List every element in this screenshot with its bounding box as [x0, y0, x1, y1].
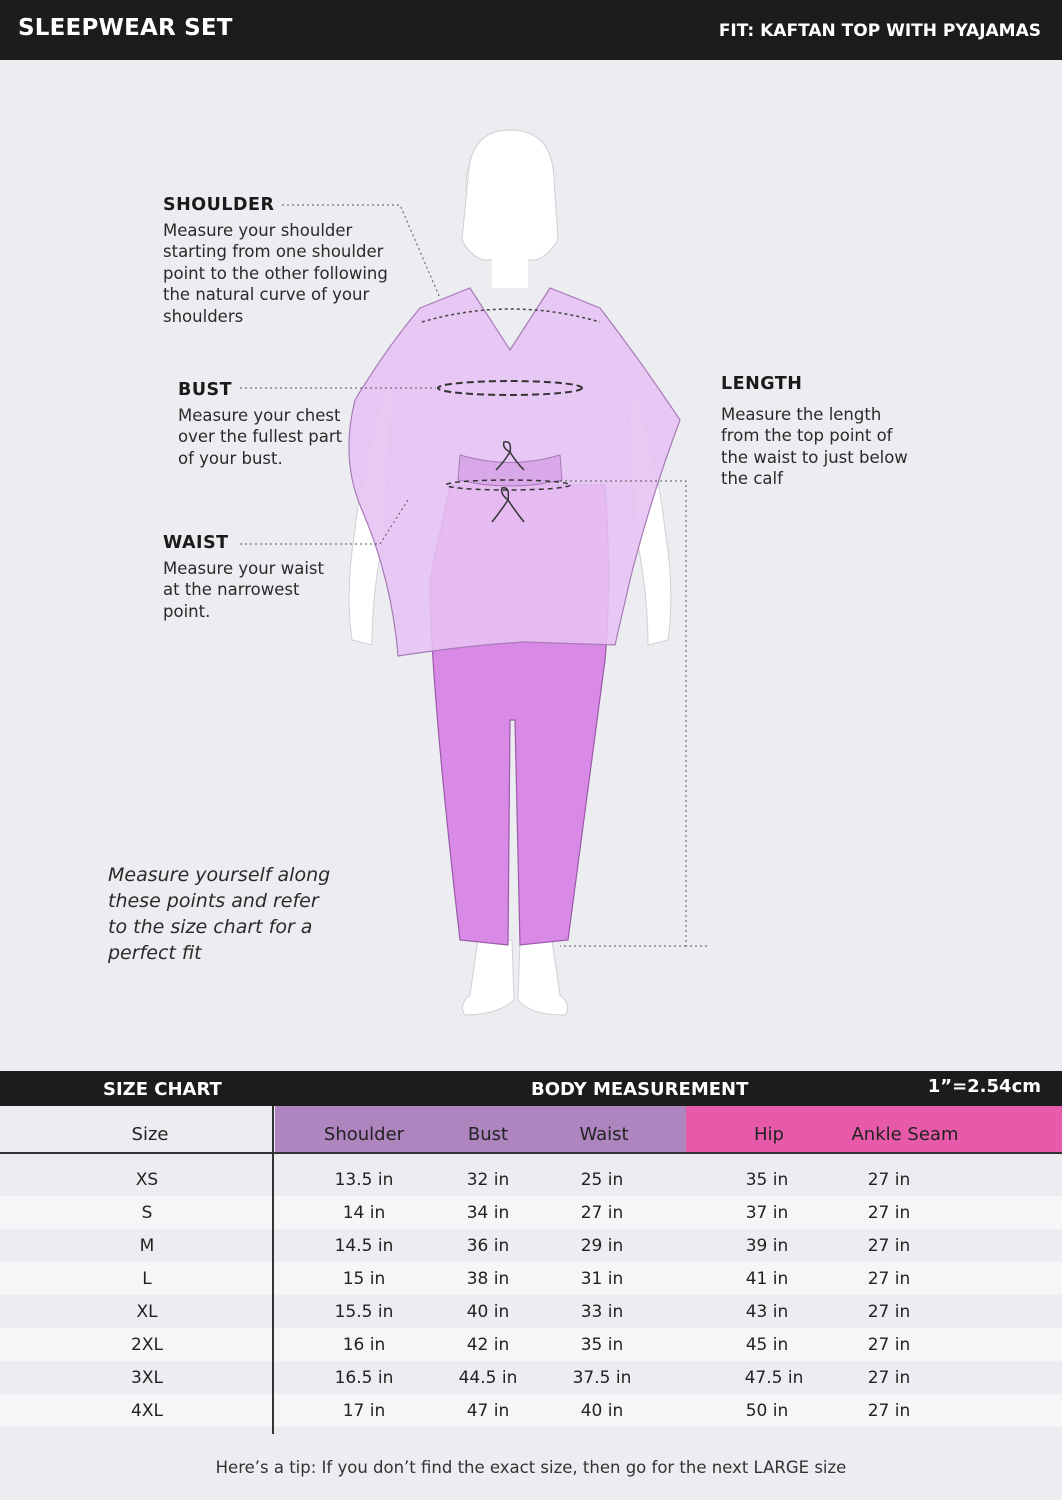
- measure-yourself-note: Measure yourself along these points and refer to the size chart for a perfect fit: [108, 864, 331, 964]
- size-cell: 2XL: [131, 1335, 163, 1355]
- waist-cell: 40 in: [580, 1401, 624, 1421]
- hip-cell: 43 in: [745, 1302, 789, 1322]
- ankle-seam-cell: 27 in: [867, 1203, 911, 1223]
- col-size-header: Size: [131, 1124, 169, 1145]
- size-cell: XS: [135, 1170, 159, 1190]
- waist-title: WAIST: [163, 533, 229, 553]
- table-row: [0, 1163, 1062, 1196]
- bust-description: Measure your chest over the fullest part of your bust.: [178, 405, 343, 468]
- table-row: [0, 1328, 1062, 1361]
- waist-cell: 25 in: [580, 1170, 624, 1190]
- bust-cell: 42 in: [466, 1335, 510, 1355]
- ankle-seam-cell: 27 in: [867, 1236, 911, 1256]
- hip-cell: 47.5 in: [744, 1368, 804, 1388]
- ankle-seam-cell: 27 in: [867, 1401, 911, 1421]
- table-row: [0, 1229, 1062, 1262]
- shoulder-cell: 15.5 in: [334, 1302, 394, 1322]
- size-cell: M: [139, 1236, 155, 1256]
- waist-cell: 35 in: [580, 1335, 624, 1355]
- figure-right-foot: [518, 940, 568, 1015]
- hip-cell: 37 in: [745, 1203, 789, 1223]
- col-ankle-seam-header: Ankle Seam: [851, 1124, 959, 1145]
- bust-cell: 34 in: [466, 1203, 510, 1223]
- size-cell: XL: [136, 1302, 158, 1322]
- col-waist-header: Waist: [579, 1124, 629, 1145]
- size-cell: 4XL: [131, 1401, 163, 1421]
- ankle-seam-cell: 27 in: [867, 1170, 911, 1190]
- shoulder-cell: 16.5 in: [334, 1368, 394, 1388]
- ankle-seam-cell: 27 in: [867, 1368, 911, 1388]
- col-shoulder-header: Shoulder: [323, 1124, 405, 1145]
- figure-neck: [492, 238, 528, 288]
- ankle-seam-cell: 27 in: [867, 1302, 911, 1322]
- bust-cell: 47 in: [466, 1401, 510, 1421]
- shoulder-cell: 14.5 in: [334, 1236, 394, 1256]
- size-column-divider: [272, 1106, 274, 1434]
- bust-annotation: [178, 380, 378, 469]
- waist-annotation: [163, 533, 363, 622]
- product-title: SLEEPWEAR SET: [18, 15, 233, 41]
- size-chart-title: SIZE CHART: [103, 1079, 222, 1100]
- waist-cell: 37.5 in: [572, 1368, 632, 1388]
- shoulder-description: Measure your shoulder starting from one shoulder point to the other following the natural curve of your shoulders: [163, 220, 388, 326]
- body-measurement-title: BODY MEASUREMENT: [531, 1079, 749, 1100]
- header-divider: [0, 1152, 1062, 1154]
- shoulder-cell: 15 in: [342, 1269, 386, 1289]
- table-row: [0, 1295, 1062, 1328]
- top-header-bar: [0, 0, 1062, 60]
- hip-cell: 41 in: [745, 1269, 789, 1289]
- waist-cell: 33 in: [580, 1302, 624, 1322]
- hip-cell: 45 in: [745, 1335, 789, 1355]
- length-title: LENGTH: [721, 374, 803, 394]
- length-annotation: [721, 374, 941, 490]
- inch-conversion: 1”=2.54cm: [927, 1076, 1041, 1097]
- hip-cell: 35 in: [745, 1170, 789, 1190]
- size-cell: 3XL: [131, 1368, 163, 1388]
- waist-description: Measure your waist at the narrowest point.: [163, 558, 324, 621]
- col-bust-header: Bust: [467, 1124, 509, 1145]
- bust-cell: 44.5 in: [458, 1368, 518, 1388]
- shoulder-cell: 14 in: [342, 1203, 386, 1223]
- shoulder-cell: 13.5 in: [334, 1170, 394, 1190]
- shoulder-title: SHOULDER: [163, 195, 275, 215]
- size-chart-header-bar: [0, 1071, 1062, 1106]
- table-row: [0, 1196, 1062, 1229]
- table-row: [0, 1262, 1062, 1295]
- bust-title: BUST: [178, 380, 233, 400]
- shoulder-cell: 16 in: [342, 1335, 386, 1355]
- bust-cell: 32 in: [466, 1170, 510, 1190]
- table-row: [0, 1361, 1062, 1394]
- waist-cell: 31 in: [580, 1269, 624, 1289]
- bust-cell: 36 in: [466, 1236, 510, 1256]
- length-description: Measure the length from the top point of the waist to just below the calf: [721, 404, 908, 488]
- hip-cell: 50 in: [745, 1401, 789, 1421]
- waist-cell: 29 in: [580, 1236, 624, 1256]
- shoulder-cell: 17 in: [342, 1401, 386, 1421]
- fit-label: FIT: KAFTAN TOP WITH PYAJAMAS: [718, 21, 1041, 41]
- col-hip-header: Hip: [754, 1124, 784, 1145]
- measurement-illustration-area: [0, 60, 1062, 1070]
- bust-cell: 38 in: [466, 1269, 510, 1289]
- waist-cell: 27 in: [580, 1203, 624, 1223]
- figure-left-foot: [462, 940, 514, 1015]
- size-tip: Here’s a tip: If you don’t find the exact size, then go for the next LARGE size: [215, 1458, 847, 1477]
- ankle-seam-cell: 27 in: [867, 1335, 911, 1355]
- size-cell: S: [141, 1203, 153, 1223]
- hip-cell: 39 in: [745, 1236, 789, 1256]
- ankle-seam-cell: 27 in: [867, 1269, 911, 1289]
- size-cell: L: [142, 1269, 152, 1289]
- table-row: [0, 1394, 1062, 1427]
- bust-cell: 40 in: [466, 1302, 510, 1322]
- shoulder-annotation: [163, 195, 403, 327]
